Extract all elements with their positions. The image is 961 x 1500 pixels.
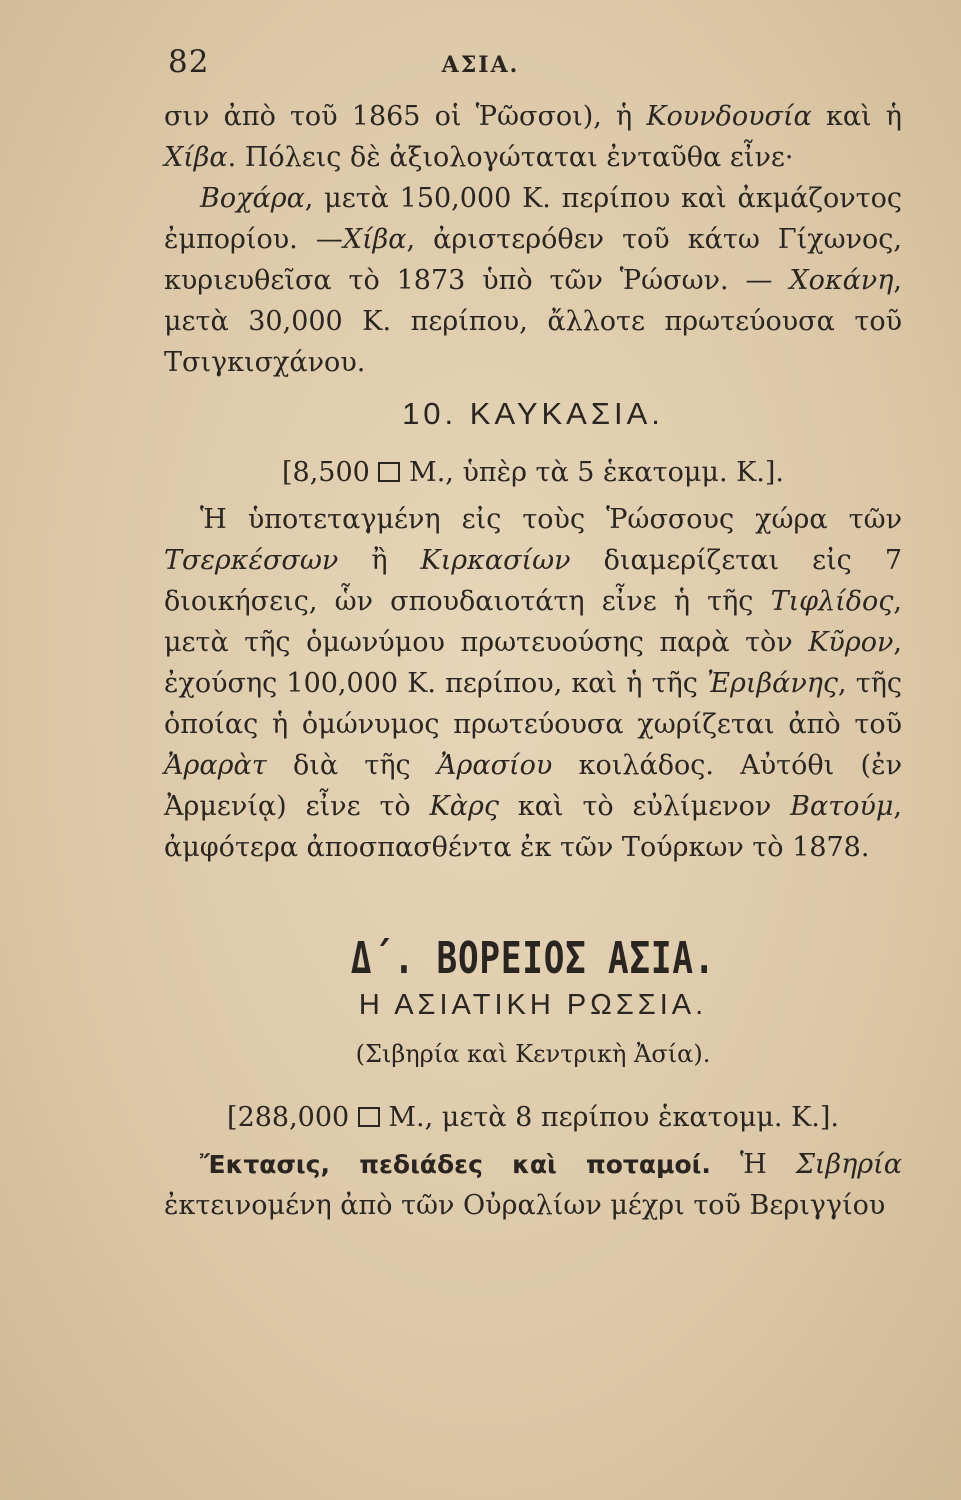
area-value: [8,500 <box>282 457 370 488</box>
part-parenthetical: (Σιβηρία καὶ Κεντρικὴ Ἀσία). <box>355 1040 711 1068</box>
text-run: ἢ <box>338 545 421 576</box>
italic-name: Βατούμ <box>790 791 894 822</box>
italic-name: Τιφλίδος <box>770 586 894 617</box>
part-subtitle: Η ΑΣΙΑΤΙΚΗ ΡΩΣΣΙΑ. <box>358 989 708 1021</box>
italic-name: Χίβα <box>164 142 228 173</box>
area-value: [288,000 <box>227 1102 350 1133</box>
italic-name: Ἀρασίου <box>437 750 553 781</box>
italic-name: Σιβηρία <box>795 1149 902 1180</box>
text-run: καὶ ἡ <box>811 101 902 132</box>
text-run: διαμερίζεται εἰς 7 διοικήσεις, ὧν σπουδαιοτάτη εἶνε ἡ τῆς <box>164 545 902 617</box>
population-value: Μ., ὑπὲρ τὰ 5 ἑκατομμ. Κ.]. <box>409 457 784 488</box>
italic-name: Κουνδουσία <box>646 101 812 132</box>
text-run: , ἀμφότερα ἀποσπασθέντα ἐκ τῶν Τούρκων τὸ 1878. <box>164 791 902 863</box>
text-run: , ἀριστερόθεν τοῦ κάτω Γίχωνος, κυριευθεῖσα τὸ 1873 ὑπὸ τῶν Ῥώσων. — <box>164 224 902 296</box>
text-run: κοιλάδος. Αὐτόθι (ἐν Ἀρμενίᾳ) εἶνε τὸ <box>164 750 902 822</box>
final-paragraph <box>164 1144 902 1226</box>
text-run: , τῆς ὁποίας ἡ ὁμώνυμος πρωτεύουσα χωρίζεται ἀπὸ τοῦ <box>164 668 902 740</box>
page-header <box>0 40 961 90</box>
italic-name: Βοχάρα <box>200 183 305 214</box>
page-number: 82 <box>168 44 210 80</box>
text-run: , μετὰ 150,000 Κ. περίπου καὶ ἀκμάζοντος ἐμπορίου. — <box>164 183 902 255</box>
text-run: , ἐχούσης 100,000 Κ. περίπου, καὶ ἡ τῆς <box>164 627 902 699</box>
area-population-line <box>164 1097 902 1138</box>
running-title: ΑΣΙΑ. <box>441 52 520 78</box>
italic-name: Χοκάνη <box>789 265 894 296</box>
text-run: διὰ τῆς <box>266 750 437 781</box>
square-miles-icon <box>358 1107 380 1127</box>
population-value: Μ., μετὰ 8 περίπου ἑκατομμ. Κ.]. <box>388 1102 839 1133</box>
italic-name: Ἐριβάνης <box>706 668 839 699</box>
caucasus-paragraph <box>164 499 902 868</box>
text-run: ἐκτεινομένη ἀπὸ τῶν Οὐραλίων μέχρι τοῦ Βεριγγίου <box>164 1190 886 1221</box>
text-run: Ἡ ὑποτεταγμένη εἰς τοὺς Ῥώσσους χώρα τῶν <box>200 504 902 535</box>
square-miles-icon <box>378 462 400 482</box>
italic-name: Κῦρον <box>808 627 894 658</box>
text-run: σιν ἀπὸ τοῦ 1865 οἱ Ῥῶσσοι), ἡ <box>164 101 647 132</box>
paragraph-heading: Ἔκτασις, πεδιάδες καὶ ποταμοί. <box>200 1150 711 1179</box>
part-title-north-asia: Δ΄. ΒΟΡΕΙΟΣ ΑΣΙΑ. <box>350 933 716 984</box>
text-run: , μετὰ 30,000 Κ. περίπου, ἄλλοτε πρωτεύουσα τοῦ Τσιγκισχάνου. <box>164 265 902 378</box>
body-text <box>164 96 902 1226</box>
area-population-line <box>164 452 902 493</box>
text-run: , μετὰ τῆς ὁμωνύμου πρωτευούσης παρὰ τὸν <box>164 586 902 658</box>
italic-name: Κὰρς <box>429 791 499 822</box>
italic-name: Τσερκέσσων <box>164 545 339 576</box>
italic-name: Ἀραρὰτ <box>164 750 267 781</box>
opening-paragraph <box>164 96 902 178</box>
cities-paragraph <box>164 178 902 383</box>
text-run: Ἡ <box>710 1149 796 1180</box>
italic-name: Κιρκασίων <box>420 545 571 576</box>
section-title-caucasus: 10. ΚΑΥΚΑΣΙΑ. <box>402 396 664 431</box>
text-run: . Πόλεις δὲ ἀξιολογώταται ἐνταῦθα εἶνε· <box>227 142 794 173</box>
italic-name: Χίβα <box>342 224 407 255</box>
text-run: καὶ τὸ εὐλίμενον <box>498 791 791 822</box>
